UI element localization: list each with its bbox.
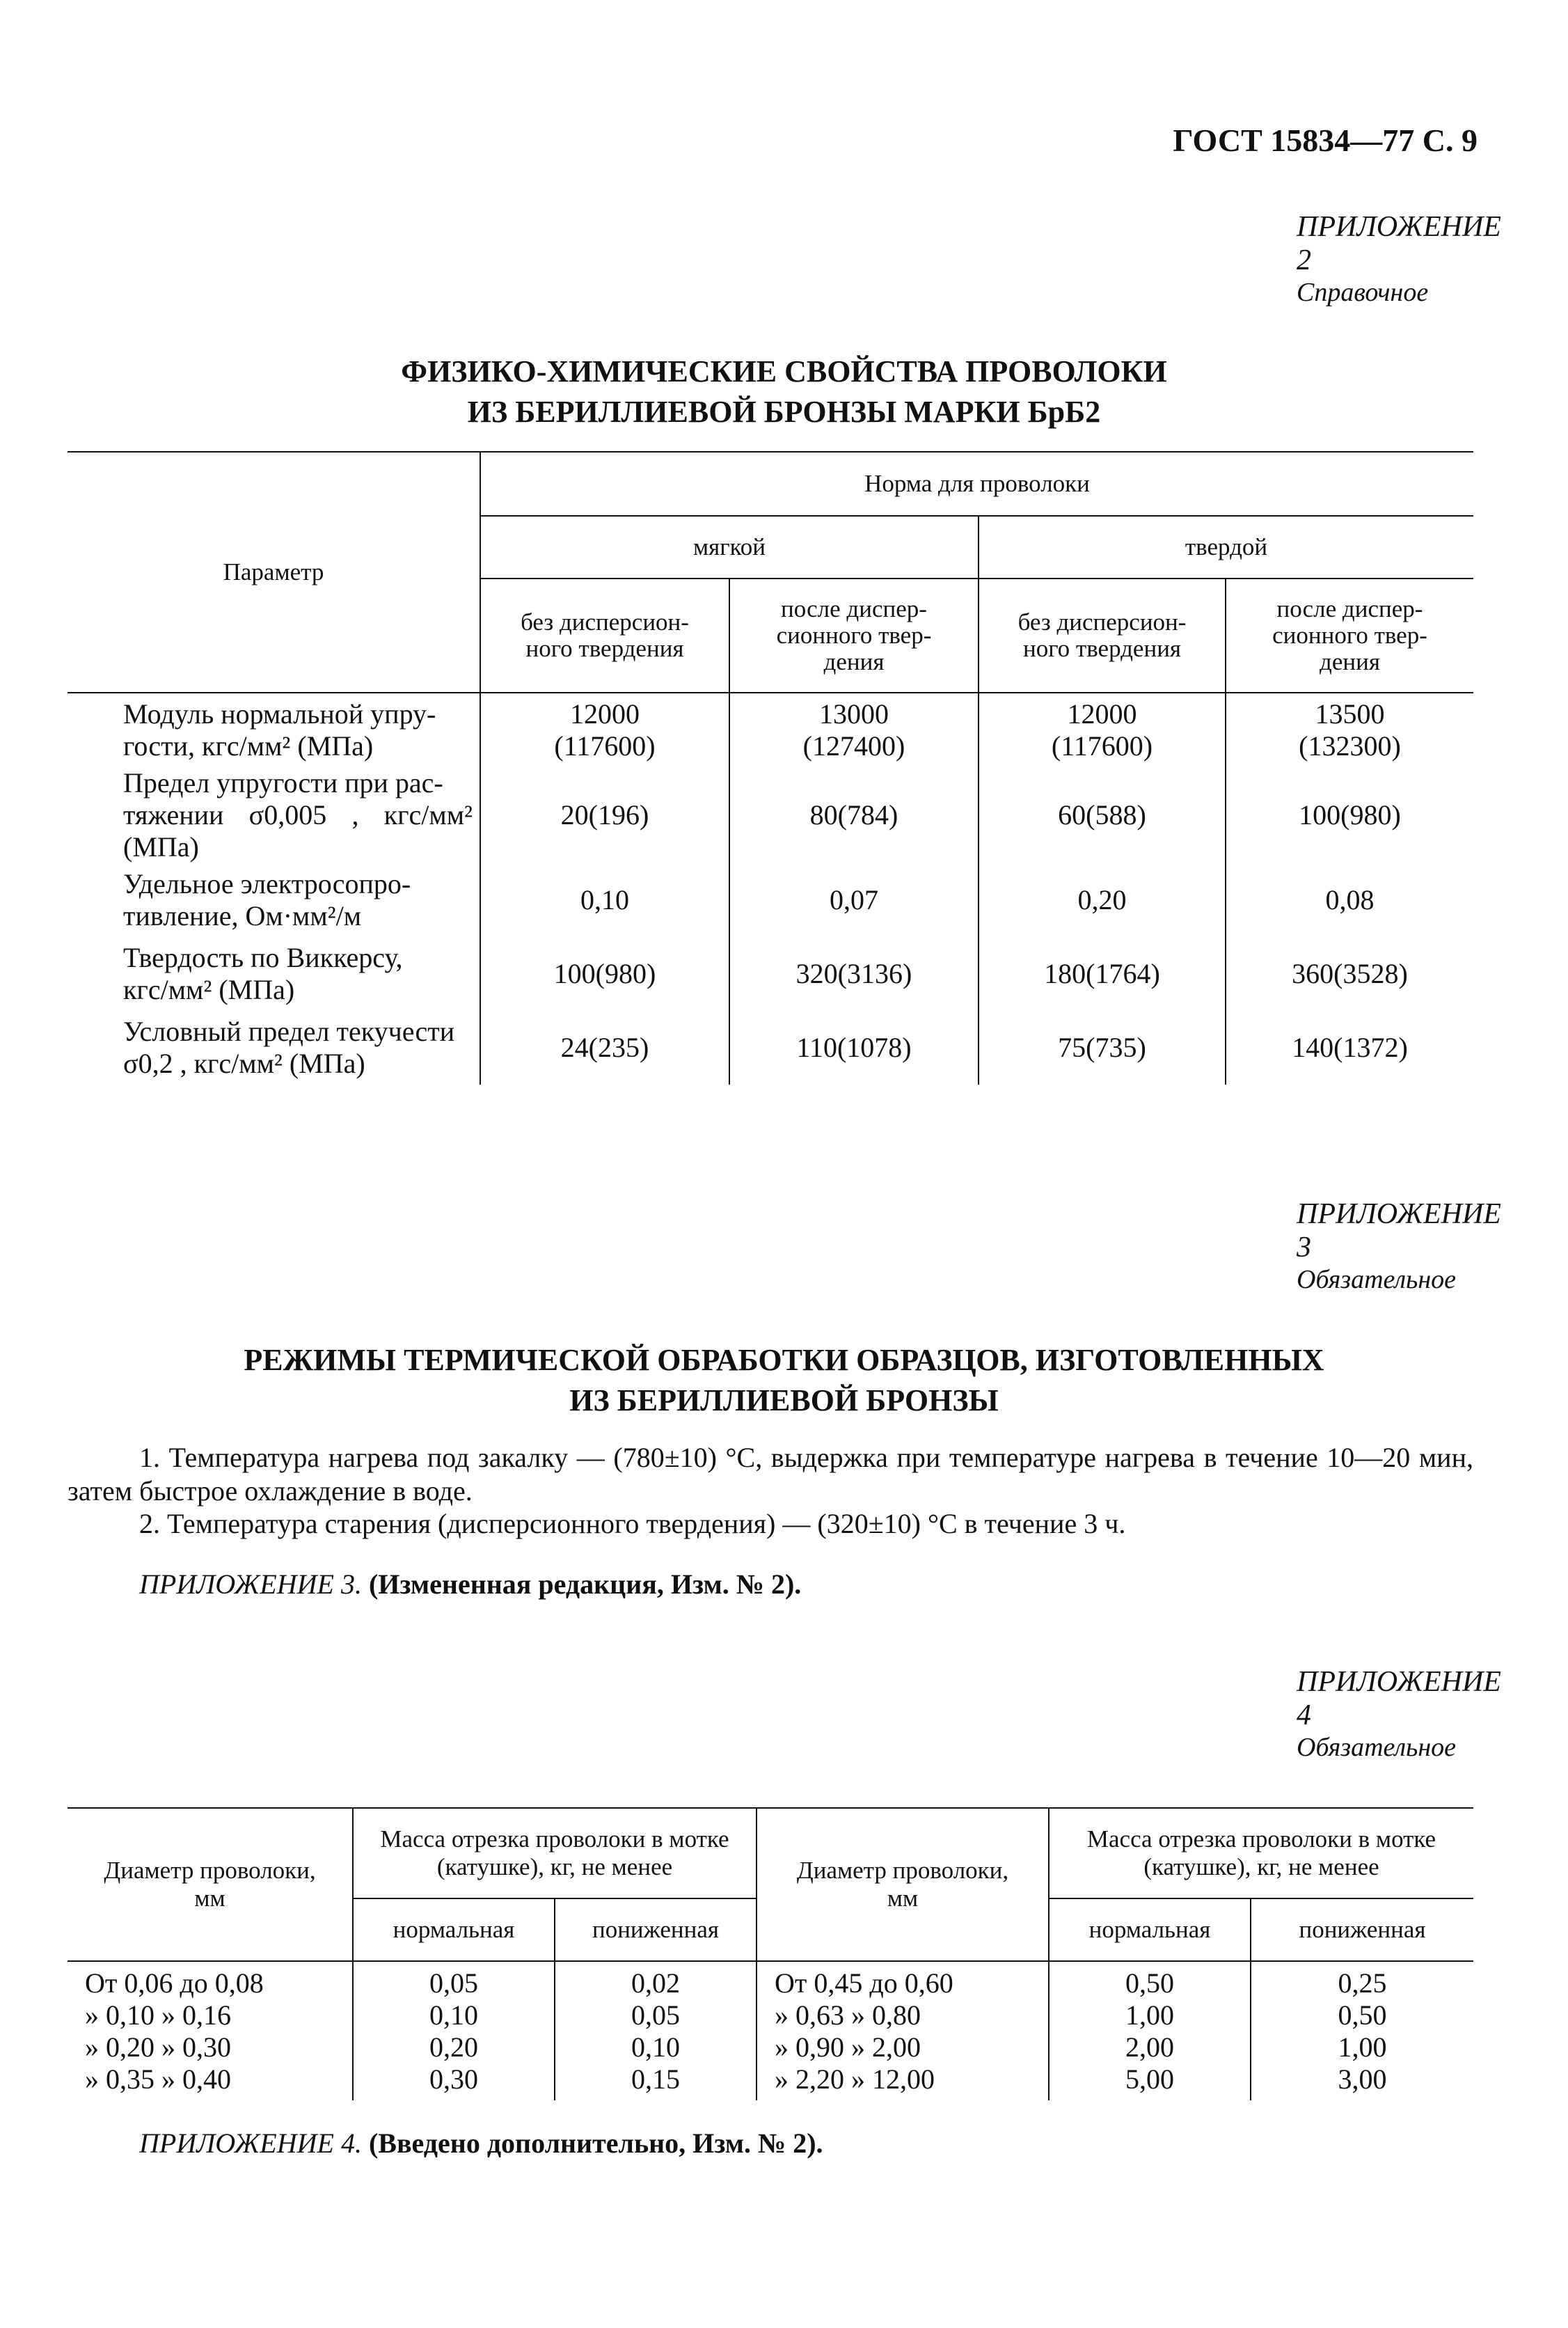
sub-soft-without: без дисперсион- ного твердения — [480, 579, 729, 693]
appendix4-type: Обязательное — [1297, 1733, 1457, 1762]
row-param: Модуль нормальной упру- гости, кгс/мм² (МПа) — [123, 698, 436, 762]
table-row — [68, 1961, 1473, 2100]
table-row — [68, 767, 1473, 863]
col-soft: мягкой — [480, 516, 979, 579]
row-value: 100(980) — [480, 937, 729, 1011]
appendix2-title-line1: ФИЗИКО-ХИМИЧЕСКИЕ СВОЙСТВА ПРОВОЛОКИ — [401, 354, 1167, 388]
left-reduced-values: 0,02 0,05 0,10 0,15 — [555, 1961, 757, 2100]
row-value: 12000 (117600) — [979, 693, 1226, 767]
page-header: ГОСТ 15834—77 С. 9 — [1173, 123, 1478, 158]
row-value: 75(735) — [979, 1011, 1226, 1085]
col-mass-left: Масса отрезка проволоки в мотке (катушке), кг, не менее — [353, 1808, 757, 1898]
row-param: Предел упругости при рас- тяжении σ0,005 , кгс/мм² (МПа) — [123, 767, 473, 863]
appendix2-label: ПРИЛОЖЕНИЕ 2 — [1297, 211, 1501, 276]
appendix3-title-line2: ИЗ БЕРИЛЛИЕВОЙ БРОНЗЫ — [569, 1383, 999, 1417]
row-value: 80(784) — [729, 767, 979, 863]
col-diam-right: Диаметр проволоки, мм — [757, 1808, 1049, 1961]
table-row — [68, 937, 1473, 1011]
appendix3-note-label: ПРИЛОЖЕНИЕ 3. — [139, 1568, 362, 1600]
appendix3-item2: 2. Температура старения (дисперсионного твердения) — (320±10) °С в течение 3 ч. — [139, 1508, 1126, 1539]
appendix3-title — [0, 1340, 1568, 1421]
table-row — [68, 1011, 1473, 1085]
row-value: 180(1764) — [979, 937, 1226, 1011]
appendix2-label-block — [1297, 210, 1501, 308]
row-value: 0,10 — [480, 863, 729, 937]
appendix4-note — [139, 2127, 823, 2160]
row-param: Твердость по Виккерсу, кгс/мм² (МПа) — [123, 942, 403, 1005]
sub-hard-without: без дисперсион- ного твердения — [979, 579, 1226, 693]
appendix3-type: Обязательное — [1297, 1265, 1457, 1294]
sub-soft-after: после диспер- сионного твер- дения — [729, 579, 979, 693]
row-value: 0,08 — [1226, 863, 1473, 937]
col-reduced-right: пониженная — [1251, 1898, 1473, 1961]
appendix3-note — [139, 1568, 801, 1600]
row-value: 20(196) — [480, 767, 729, 863]
row-value: 60(588) — [979, 767, 1226, 863]
table-row — [68, 693, 1473, 767]
appendix4-label: ПРИЛОЖЕНИЕ 4 — [1297, 1666, 1501, 1731]
row-value: 12000 (117600) — [480, 693, 729, 767]
right-normal-values: 0,50 1,00 2,00 5,00 — [1049, 1961, 1251, 2100]
col-normal-left: нормальная — [353, 1898, 555, 1961]
appendix2-type: Справочное — [1297, 278, 1429, 307]
left-diam-values: От 0,06 до 0,08 » 0,10 » 0,16 » 0,20 » 0,30 » 0,35 » 0,40 — [85, 1967, 264, 2095]
col-norm: Норма для проволоки — [480, 452, 1473, 516]
appendix4-note-text: (Введено дополнительно, Изм. № 2). — [368, 2128, 823, 2159]
row-value: 24(235) — [480, 1011, 729, 1085]
row-value: 100(980) — [1226, 767, 1473, 863]
sub-hard-after: после диспер- сионного твер- дения — [1226, 579, 1473, 693]
row-value: 140(1372) — [1226, 1011, 1473, 1085]
row-param: Удельное электросопро- тивление, Ом·мм²/м — [123, 868, 411, 931]
mass-table — [68, 1807, 1473, 2100]
appendix3-label-block — [1297, 1197, 1501, 1295]
appendix2-title — [0, 352, 1568, 432]
col-diam-left: Диаметр проволоки, мм — [68, 1808, 353, 1961]
appendix3-item1: 1. Температура нагрева под закалку — (780±10) °С, выдержка при температуре нагрева в течение 10—20 мин, затем быстрое охлаждение в воде. — [68, 1442, 1473, 1507]
row-value: 0,20 — [979, 863, 1226, 937]
appendix3-title-line1: РЕЖИМЫ ТЕРМИЧЕСКОЙ ОБРАБОТКИ ОБРАЗЦОВ, ИЗГОТОВЛЕННЫХ — [244, 1343, 1324, 1377]
table-row — [68, 863, 1473, 937]
col-param: Параметр — [68, 452, 480, 693]
appendix3-label: ПРИЛОЖЕНИЕ 3 — [1297, 1198, 1501, 1264]
row-value: 320(3136) — [729, 937, 979, 1011]
right-diam-values: От 0,45 до 0,60 » 0,63 » 0,80 » 0,90 » 2,00 » 2,20 » 12,00 — [757, 1961, 1049, 2100]
appendix3-note-text: (Измененная редакция, Изм. № 2). — [368, 1568, 802, 1600]
right-reduced-values: 0,25 0,50 1,00 3,00 — [1251, 1961, 1473, 2100]
appendix4-note-label: ПРИЛОЖЕНИЕ 4. — [139, 2128, 362, 2159]
row-value: 110(1078) — [729, 1011, 979, 1085]
appendix4-label-block — [1297, 1665, 1501, 1763]
row-value: 360(3528) — [1226, 937, 1473, 1011]
col-mass-right: Масса отрезка проволоки в мотке (катушке), кг, не менее — [1049, 1808, 1473, 1898]
left-normal-values: 0,05 0,10 0,20 0,30 — [353, 1961, 555, 2100]
col-hard: твердой — [979, 516, 1473, 579]
row-value: 13500 (132300) — [1226, 693, 1473, 767]
col-reduced-left: пониженная — [555, 1898, 757, 1961]
row-value: 0,07 — [729, 863, 979, 937]
col-normal-right: нормальная — [1049, 1898, 1251, 1961]
properties-table — [68, 451, 1473, 1085]
row-value: 13000 (127400) — [729, 693, 979, 767]
appendix2-title-line2: ИЗ БЕРИЛЛИЕВОЙ БРОНЗЫ МАРКИ БрБ2 — [467, 395, 1101, 429]
row-param: Условный предел текучести σ0,2 , кгс/мм² (МПа) — [123, 1016, 455, 1079]
